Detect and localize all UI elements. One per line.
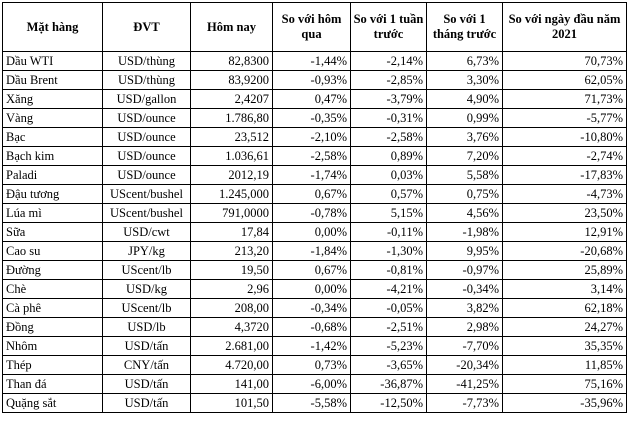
today-cell: 2012,19 xyxy=(191,166,273,185)
vs-yesterday-cell: -5,58% xyxy=(273,394,351,413)
today-cell: 4,3720 xyxy=(191,318,273,337)
vs-year-start-cell: 25,89% xyxy=(503,261,627,280)
today-cell: 83,9200 xyxy=(191,71,273,90)
today-cell: 2,96 xyxy=(191,280,273,299)
commodity-cell: Bạc xyxy=(3,128,103,147)
vs-month-cell: 9,95% xyxy=(427,242,503,261)
vs-year-start-cell: 62,05% xyxy=(503,71,627,90)
vs-month-cell: -0,97% xyxy=(427,261,503,280)
header-unit: ĐVT xyxy=(103,3,191,52)
unit-cell: CNY/tấn xyxy=(103,356,191,375)
vs-year-start-cell: -10,80% xyxy=(503,128,627,147)
vs-year-start-cell: 62,18% xyxy=(503,299,627,318)
header-vs-year-start: So với ngày đầu năm 2021 xyxy=(503,3,627,52)
unit-cell: USD/ounce xyxy=(103,128,191,147)
unit-cell: UScent/lb xyxy=(103,261,191,280)
table-row xyxy=(3,128,627,147)
vs-yesterday-cell: 0,00% xyxy=(273,223,351,242)
commodity-cell: Thép xyxy=(3,356,103,375)
commodity-cell: Nhôm xyxy=(3,337,103,356)
unit-cell: USD/ounce xyxy=(103,109,191,128)
vs-yesterday-cell: -1,44% xyxy=(273,52,351,71)
vs-year-start-cell: 11,85% xyxy=(503,356,627,375)
vs-month-cell: 5,58% xyxy=(427,166,503,185)
vs-week-cell: 0,03% xyxy=(351,166,427,185)
vs-yesterday-cell: -0,78% xyxy=(273,204,351,223)
unit-cell: USD/tấn xyxy=(103,375,191,394)
vs-month-cell: -41,25% xyxy=(427,375,503,394)
commodity-cell: Lúa mì xyxy=(3,204,103,223)
vs-month-cell: 3,82% xyxy=(427,299,503,318)
commodity-cell: Paladi xyxy=(3,166,103,185)
unit-cell: USD/cwt xyxy=(103,223,191,242)
unit-cell: USD/thùng xyxy=(103,71,191,90)
commodity-cell: Vàng xyxy=(3,109,103,128)
table-row xyxy=(3,299,627,318)
table-row xyxy=(3,166,627,185)
vs-week-cell: 0,57% xyxy=(351,185,427,204)
vs-yesterday-cell: 0,47% xyxy=(273,90,351,109)
table-row xyxy=(3,223,627,242)
vs-week-cell: -0,31% xyxy=(351,109,427,128)
vs-month-cell: -1,98% xyxy=(427,223,503,242)
vs-month-cell: -7,73% xyxy=(427,394,503,413)
table-row xyxy=(3,71,627,90)
table-row xyxy=(3,147,627,166)
unit-cell: JPY/kg xyxy=(103,242,191,261)
vs-week-cell: -0,11% xyxy=(351,223,427,242)
header-vs-week: So với 1 tuần trước xyxy=(351,3,427,52)
vs-year-start-cell: 23,50% xyxy=(503,204,627,223)
vs-yesterday-cell: -1,42% xyxy=(273,337,351,356)
today-cell: 2.681,00 xyxy=(191,337,273,356)
vs-year-start-cell: -4,73% xyxy=(503,185,627,204)
vs-year-start-cell: 3,14% xyxy=(503,280,627,299)
unit-cell: USD/kg xyxy=(103,280,191,299)
vs-year-start-cell: 75,16% xyxy=(503,375,627,394)
commodity-cell: Đậu tương xyxy=(3,185,103,204)
vs-week-cell: 5,15% xyxy=(351,204,427,223)
vs-yesterday-cell: -0,93% xyxy=(273,71,351,90)
vs-month-cell: 0,99% xyxy=(427,109,503,128)
table-row xyxy=(3,109,627,128)
today-cell: 1.245,000 xyxy=(191,185,273,204)
header-today: Hôm nay xyxy=(191,3,273,52)
vs-week-cell: -36,87% xyxy=(351,375,427,394)
vs-week-cell: -2,14% xyxy=(351,52,427,71)
commodity-cell: Dầu WTI xyxy=(3,52,103,71)
today-cell: 208,00 xyxy=(191,299,273,318)
today-cell: 141,00 xyxy=(191,375,273,394)
today-cell: 1.036,61 xyxy=(191,147,273,166)
vs-month-cell: -20,34% xyxy=(427,356,503,375)
table-row xyxy=(3,280,627,299)
commodity-cell: Bạch kim xyxy=(3,147,103,166)
vs-yesterday-cell: 0,67% xyxy=(273,261,351,280)
commodity-cell: Than đá xyxy=(3,375,103,394)
vs-yesterday-cell: 0,67% xyxy=(273,185,351,204)
table-row xyxy=(3,90,627,109)
today-cell: 213,20 xyxy=(191,242,273,261)
unit-cell: USD/ounce xyxy=(103,166,191,185)
table-row xyxy=(3,375,627,394)
vs-week-cell: -2,58% xyxy=(351,128,427,147)
vs-yesterday-cell: -0,34% xyxy=(273,299,351,318)
unit-cell: UScent/lb xyxy=(103,299,191,318)
table-row xyxy=(3,185,627,204)
vs-month-cell: 7,20% xyxy=(427,147,503,166)
header-vs-month: So với 1 tháng trước xyxy=(427,3,503,52)
vs-year-start-cell: -20,68% xyxy=(503,242,627,261)
price-table-container xyxy=(2,2,627,413)
commodity-cell: Dầu Brent xyxy=(3,71,103,90)
vs-year-start-cell: 35,35% xyxy=(503,337,627,356)
vs-month-cell: 3,30% xyxy=(427,71,503,90)
vs-week-cell: -3,79% xyxy=(351,90,427,109)
table-row xyxy=(3,52,627,71)
commodity-cell: Chè xyxy=(3,280,103,299)
vs-yesterday-cell: -0,35% xyxy=(273,109,351,128)
header-vs-yesterday: So với hôm qua xyxy=(273,3,351,52)
vs-yesterday-cell: 0,00% xyxy=(273,280,351,299)
commodity-cell: Quặng sắt xyxy=(3,394,103,413)
vs-week-cell: -12,50% xyxy=(351,394,427,413)
vs-week-cell: -3,65% xyxy=(351,356,427,375)
header-row xyxy=(3,3,627,52)
table-body xyxy=(3,52,627,413)
vs-year-start-cell: 24,27% xyxy=(503,318,627,337)
vs-yesterday-cell: 0,73% xyxy=(273,356,351,375)
unit-cell: USD/ounce xyxy=(103,147,191,166)
vs-week-cell: -0,81% xyxy=(351,261,427,280)
commodity-price-table xyxy=(2,2,627,413)
vs-year-start-cell: -5,77% xyxy=(503,109,627,128)
table-row xyxy=(3,356,627,375)
commodity-cell: Đồng xyxy=(3,318,103,337)
vs-yesterday-cell: -6,00% xyxy=(273,375,351,394)
commodity-cell: Cao su xyxy=(3,242,103,261)
unit-cell: USD/tấn xyxy=(103,394,191,413)
table-row xyxy=(3,204,627,223)
vs-week-cell: -1,30% xyxy=(351,242,427,261)
today-cell: 1.786,80 xyxy=(191,109,273,128)
commodity-cell: Sữa xyxy=(3,223,103,242)
vs-week-cell: -2,85% xyxy=(351,71,427,90)
table-row xyxy=(3,242,627,261)
vs-month-cell: -0,34% xyxy=(427,280,503,299)
commodity-cell: Đường xyxy=(3,261,103,280)
vs-year-start-cell: -35,96% xyxy=(503,394,627,413)
vs-week-cell: 0,89% xyxy=(351,147,427,166)
vs-month-cell: 3,76% xyxy=(427,128,503,147)
table-row xyxy=(3,261,627,280)
vs-year-start-cell: 12,91% xyxy=(503,223,627,242)
today-cell: 791,0000 xyxy=(191,204,273,223)
unit-cell: UScent/bushel xyxy=(103,185,191,204)
today-cell: 19,50 xyxy=(191,261,273,280)
commodity-cell: Xăng xyxy=(3,90,103,109)
today-cell: 4.720,00 xyxy=(191,356,273,375)
vs-year-start-cell: -2,74% xyxy=(503,147,627,166)
today-cell: 17,84 xyxy=(191,223,273,242)
vs-yesterday-cell: -0,68% xyxy=(273,318,351,337)
unit-cell: USD/lb xyxy=(103,318,191,337)
vs-month-cell: 4,90% xyxy=(427,90,503,109)
today-cell: 82,8300 xyxy=(191,52,273,71)
today-cell: 2,4207 xyxy=(191,90,273,109)
commodity-cell: Cà phê xyxy=(3,299,103,318)
unit-cell: USD/tấn xyxy=(103,337,191,356)
vs-yesterday-cell: -2,58% xyxy=(273,147,351,166)
vs-week-cell: -4,21% xyxy=(351,280,427,299)
vs-month-cell: 2,98% xyxy=(427,318,503,337)
vs-month-cell: 6,73% xyxy=(427,52,503,71)
vs-week-cell: -0,05% xyxy=(351,299,427,318)
header-commodity: Mặt hàng xyxy=(3,3,103,52)
unit-cell: UScent/bushel xyxy=(103,204,191,223)
vs-month-cell: -7,70% xyxy=(427,337,503,356)
table-row xyxy=(3,394,627,413)
today-cell: 23,512 xyxy=(191,128,273,147)
table-row xyxy=(3,337,627,356)
vs-yesterday-cell: -1,74% xyxy=(273,166,351,185)
vs-month-cell: 4,56% xyxy=(427,204,503,223)
today-cell: 101,50 xyxy=(191,394,273,413)
vs-month-cell: 0,75% xyxy=(427,185,503,204)
vs-yesterday-cell: -1,84% xyxy=(273,242,351,261)
table-row xyxy=(3,318,627,337)
vs-yesterday-cell: -2,10% xyxy=(273,128,351,147)
vs-week-cell: -2,51% xyxy=(351,318,427,337)
unit-cell: USD/thùng xyxy=(103,52,191,71)
unit-cell: USD/gallon xyxy=(103,90,191,109)
vs-week-cell: -5,23% xyxy=(351,337,427,356)
vs-year-start-cell: 70,73% xyxy=(503,52,627,71)
vs-year-start-cell: 71,73% xyxy=(503,90,627,109)
vs-year-start-cell: -17,83% xyxy=(503,166,627,185)
